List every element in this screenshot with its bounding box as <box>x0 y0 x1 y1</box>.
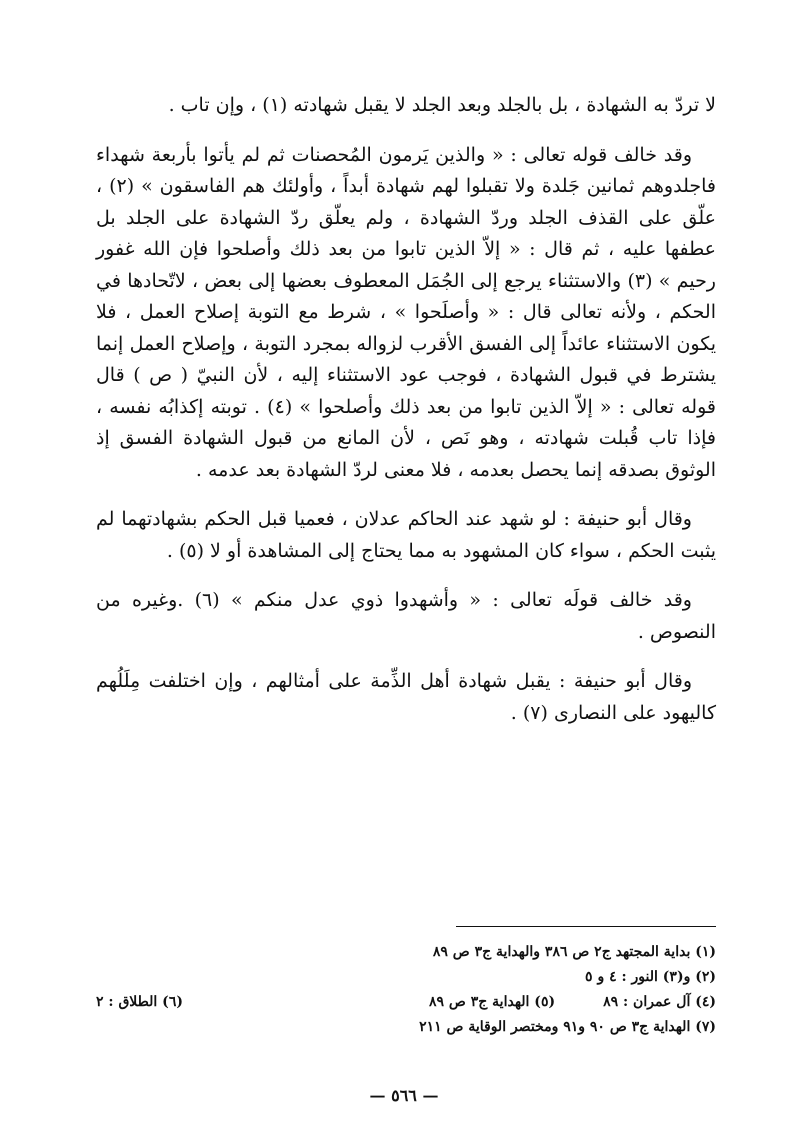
page-number: — ٥٦٦ — <box>369 1086 439 1105</box>
paragraph-3: وقال أبو حنيفة : لو شهد عند الحاكم عدلان ، فعميا قبل الحكم بشهادتهما لم يثبت الحكم ، سواء كان المشهود به مما يحتاج إلى المشاهدة أو لا (٥) . <box>96 508 716 562</box>
footnote-6: (٦) الطلاق : ٢ <box>96 994 183 1010</box>
footnote-5: (٥) الهداية ج٣ ص ٨٩ <box>429 994 556 1010</box>
paragraph-5: وقال أبو حنيفة : يقبل شهادة أهل الذِّمة على أمثالهم ، وإن اختلفت مِلَلُهم كاليهود على النصارى (٧) . <box>96 670 716 724</box>
paragraph-1: لا تردّ به الشهادة ، بل بالجلد وبعد الجلد لا يقبل شهادته (١) ، وإن تاب . <box>168 94 716 116</box>
paragraph-2: وقد خالف قوله تعالى : « والذين يَرمون المُحصنات ثم لم يأتوا بأربعة شهداء فاجلدوهم ثمانين جَلدة ولا تقبلوا لهم شهادة أبداً ، وأولئك هم الفاسقون » (٢) ، علّق على القذف الجلد وردّ الشهادة ، ولم يعلّق ردّ الشهادة على الجلد بل عطفها عليه ، ثم قال : « إلاّ الذين تابوا من بعد ذلك وأصلحوا فإن الله غفور رحيم » (٣) والاستثناء يرجع إلى الجُمَل المعطوف بعضها إلى بعض ، لاتّحادها في الحكم ، ولأنه تعالى قال : « وأصلَحوا » ، شرط مع التوبة إصلاح العمل ، فلا يكون الاستثناء عائداً إلى الفسق الأقرب لزواله بمجرد التوبة ، وإصلاح العمل إنما يشترط في قبول الشهادة ، فوجب عود الاستثناء إليه ، لأن النبيّ ( ص ) قال قوله تعالى : « إلاّ الذين تابوا من بعد ذلك وأصلحوا » (٤) . توبته إكذابُه نفسه ، فإذا تاب قُبلت شهادته ، وهو نَص ، لأن المانع من قبول الشهادة الفسق إذ الوثوق بصدقه إنما يحصل بعدمه ، فلا معنى لردّ الشهادة بعد عدمه . <box>96 143 716 481</box>
footnote-2-3: (٢) و(٣) النور : ٤ و ٥ <box>585 969 716 985</box>
page-body <box>96 90 716 747</box>
footnote-1: (١) بداية المجتهد ج٢ ص ٣٨٦ والهداية ج٣ ص ٨٩ <box>432 944 716 960</box>
footnotes <box>96 940 716 1040</box>
footnote-row-1 <box>96 940 716 965</box>
footnote-divider <box>456 926 716 927</box>
paragraph-4: وقد خالف قولَه تعالى : « وأشهدوا ذوي عدل منكم » (٦) .وغيره من النصوص . <box>96 589 716 643</box>
footnote-row-2 <box>96 965 716 990</box>
footnote-7: (٧) الهداية ج٣ ص ٩٠ و٩١ ومختصر الوقاية ص ٢١١ <box>419 1019 716 1035</box>
footnote-4: (٤) آل عمران : ٨٩ <box>603 994 716 1010</box>
footnote-row-3 <box>96 990 716 1015</box>
footnote-row-4 <box>96 1015 716 1040</box>
